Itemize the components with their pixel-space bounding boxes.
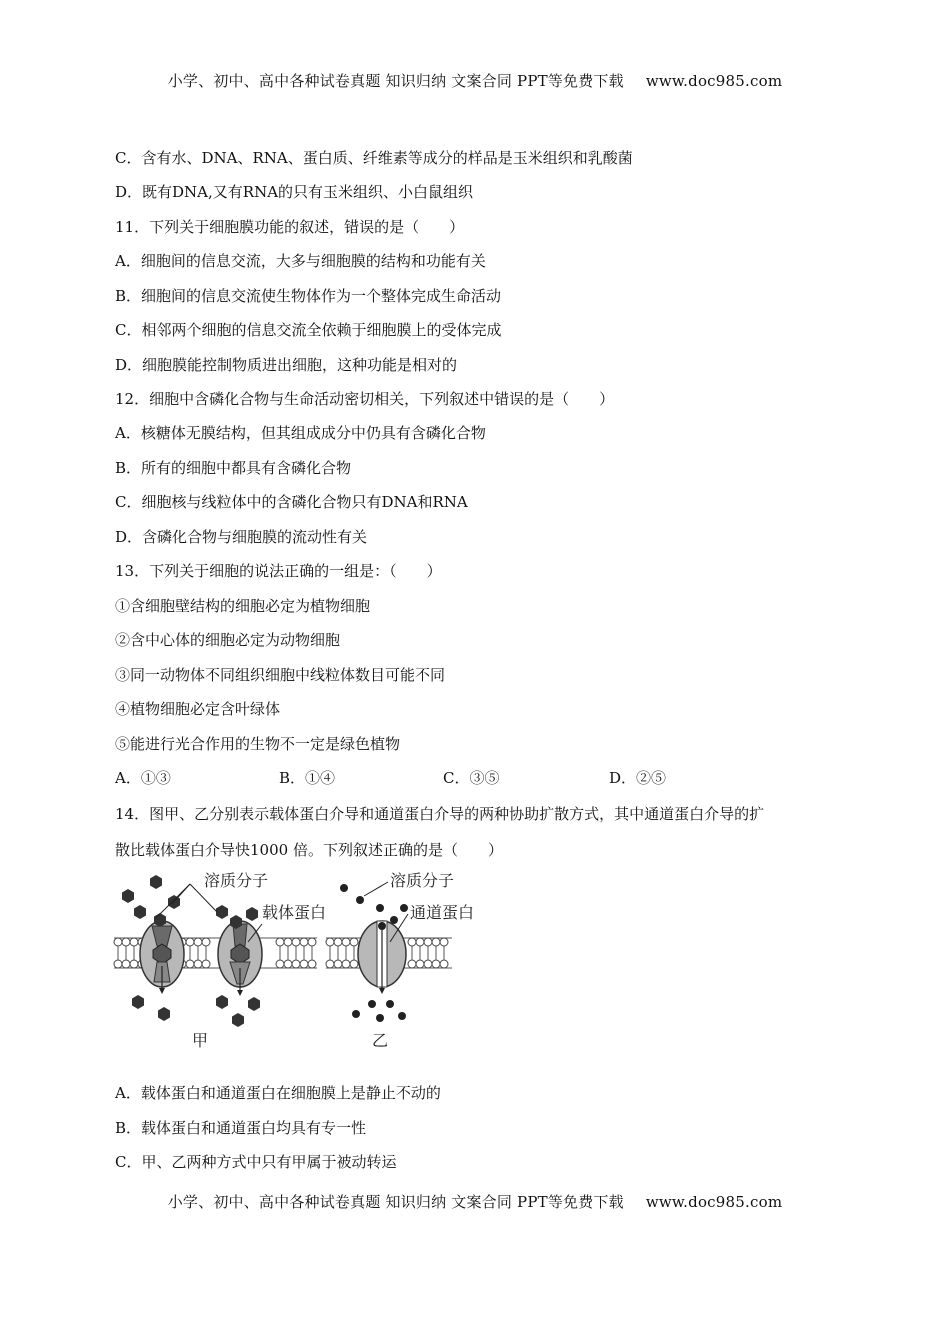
q13-statement-5: ⑤能进行光合作用的生物不一定是绿色植物 [115,735,401,753]
q13-statement-2: ②含中心体的细胞必定为动物细胞 [115,631,341,649]
q13-statement-3: ③同一动物体不同组织细胞中线粒体数目可能不同 [115,666,446,684]
label-jia: 甲 [192,1031,209,1050]
q13-option-c: C．③⑤ [443,769,500,787]
q10-option-d: D．既有DNA,又有RNA的只有玉米组织、小白鼠组织 [115,183,474,201]
label-carrier-protein: 载体蛋白 [262,903,327,922]
q12-stem: 12．细胞中含磷化合物与生命活动密切相关，下列叙述中错误的是（ ） [115,390,615,408]
q14-diffusion-figure [112,862,492,1052]
q11-option-d: D．细胞膜能控制物质进出细胞，这种功能是相对的 [115,356,458,374]
q11-stem: 11．下列关于细胞膜功能的叙述，错误的是（ ） [115,218,465,236]
label-solute-right: 溶质分子 [390,871,455,890]
page-header [0,70,950,91]
q13-stem: 13．下列关于细胞的说法正确的一组是：（ ） [115,562,442,580]
page-footer [0,1191,950,1212]
header-site-link[interactable]: www.doc985.com [645,72,783,90]
q14-stem-line2: 散比载体蛋白介导快1000 倍。下列叙述正确的是（ ） [115,841,503,859]
carrier-protein-1 [140,921,184,994]
label-yi: 乙 [372,1031,389,1050]
q14-option-c: C．甲、乙两种方式中只有甲属于被动转运 [115,1153,397,1171]
q11-option-c: C．相邻两个细胞的信息交流全依赖于细胞膜上的受体完成 [115,321,502,339]
q12-option-b: B．所有的细胞中都具有含磷化合物 [115,459,352,477]
label-solute-left: 溶质分子 [204,871,269,890]
q10-option-c: C．含有水、DNA、RNA、蛋白质、纤维素等成分的样品是玉米组织和乳酸菌 [115,149,633,167]
q12-option-c: C．细胞核与线粒体中的含磷化合物只有DNA和RNA [115,493,468,511]
channel-protein [358,921,406,994]
footer-site-link[interactable]: www.doc985.com [645,1193,783,1211]
q11-option-a: A．细胞间的信息交流，大多与细胞膜的结构和功能有关 [115,252,486,270]
q11-option-b: B．细胞间的信息交流使生物体作为一个整体完成生命活动 [115,287,502,305]
q13-statement-1: ①含细胞壁结构的细胞必定为植物细胞 [115,597,371,615]
q12-option-a: A．核糖体无膜结构，但其组成成分中仍具有含磷化合物 [115,424,486,442]
label-channel-protein: 通道蛋白 [410,903,475,922]
q14-stem-line1: 14．图甲、乙分别表示载体蛋白介导和通道蛋白介导的两种协助扩散方式，其中通道蛋白介导的扩 [115,805,765,823]
q14-option-a: A．载体蛋白和通道蛋白在细胞膜上是静止不动的 [115,1084,441,1102]
header-text: 小学、初中、高中各种试卷真题 知识归纳 文案合同 PPT等免费下载 [167,72,624,90]
q13-option-b: B．①④ [279,769,336,787]
q13-option-a: A．①③ [115,769,171,787]
q14-option-b: B．载体蛋白和通道蛋白均具有专一性 [115,1119,367,1137]
q12-option-d: D．含磷化合物与细胞膜的流动性有关 [115,528,368,546]
q13-statement-4: ④植物细胞必定含叶绿体 [115,700,281,718]
q13-option-d: D．②⑤ [609,769,667,787]
footer-text: 小学、初中、高中各种试卷真题 知识归纳 文案合同 PPT等免费下载 [167,1193,624,1211]
